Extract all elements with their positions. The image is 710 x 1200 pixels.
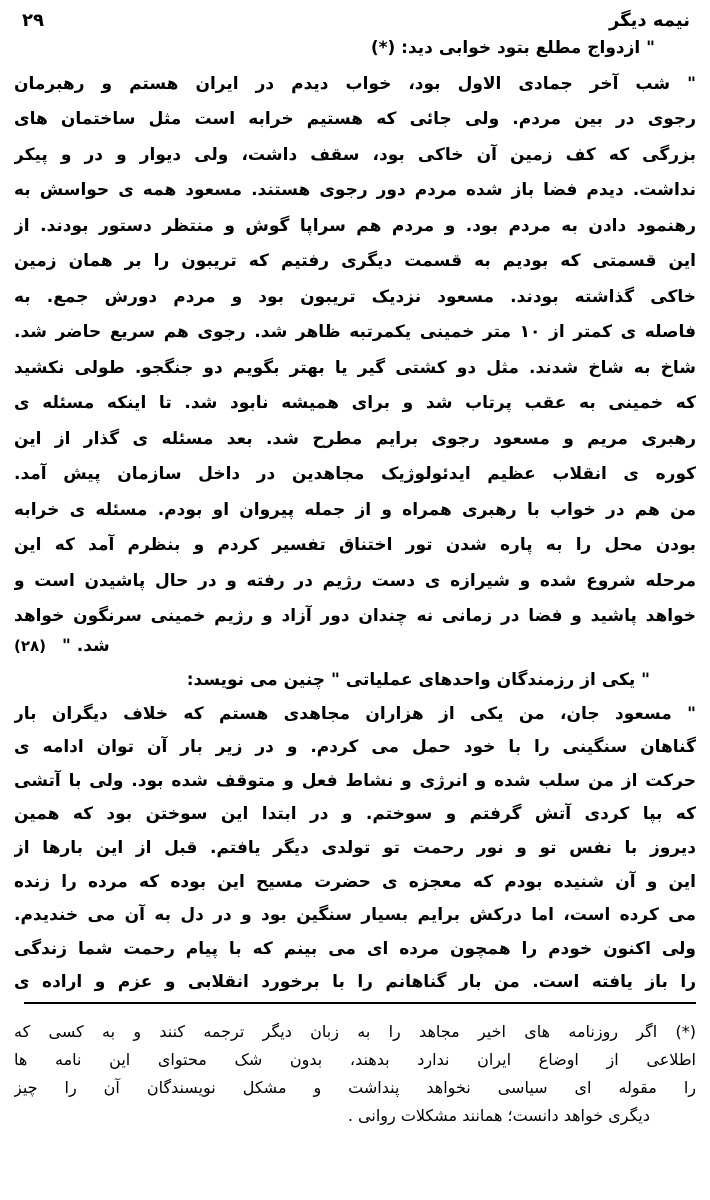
text-line: شاخ به شاخ شدند. مثل دو کشتی گیر یا بهتر بگویم دو جنگجو. طولی نکشید: [14, 357, 696, 378]
text-line: " یکی از رزمندگان واحدهای عملیاتی " چنین می نویسد:: [186, 670, 650, 690]
text-line: خاکی گذاشته بودند. مسعود نزدیک تریبون بود و مردم دورش جمع. به: [14, 286, 696, 307]
text-line: که بپا کردی آتش گرفتم و سوختم. و در ابتدا این سوختن بود که همین: [14, 804, 696, 825]
text-line: شد. ": [62, 636, 110, 656]
text-line: فاصله ی کمتر از ۱۰ متر خمینی یکمرتبه ظاهر شد. رجوی هم سریع حاضر شد.: [14, 322, 696, 342]
text-line: این و آن شنیده بودم که معجزه ی حضرت مسیح این بوده که مرده را زنده: [14, 871, 696, 892]
text-line: رهبری مریم و مسعود رجوی برایم مطرح شد. بعد مسئله ی گذار از این: [14, 428, 696, 449]
text-line: من هم در خواب با رهبری همراه و از جمله پیروان او بودم. مسئله ی خرابه: [14, 499, 696, 520]
footnote-line: را مقوله ای سیاسی نخواهد پنداشت و مشکل نویسندگان آن را چیز: [14, 1078, 696, 1097]
text-line: نداشت. دیدم فضا باز شده مردم دور رجوی هستند. مسعود همه ی حواسش به: [14, 180, 696, 200]
text-line: دیروز با نفس تو و نور رحمت تو تولدی دیگر یافتم. قبل از این بارها از: [14, 838, 696, 858]
text-line: کوره ی انقلاب عظیم ایدئولوژیک مجاهدین در داخل سازمان پیش آمد.: [14, 464, 696, 484]
text-line: بودن محل را به پاره شدن تور اختناق تفسیر کردم و بنظرم آمد که این: [14, 535, 696, 555]
footnote-divider: [24, 1002, 696, 1004]
text-line: رجوی در بین مردم. ولی جائی که هستیم خرابه است مثل ساختمان های: [14, 109, 696, 129]
text-line: گناهان سنگینی را با خود حمل می کردم. و در زیر بار آن توان ادامه ی: [14, 737, 696, 758]
footnote-line: (*) اگر روزنامه های اخیر مجاهد را به زبان دیگر ترجمه کنند و به کسی که: [14, 1022, 696, 1041]
text-line: را باز یافته است. من بار گناهانم را با برخورد انقلابی و عزم و اراده ی: [14, 972, 696, 993]
text-line: خواهد پاشید و فضا در زمانی نه چندان دور آزاد و رژیم خمینی سرنگون خواهد: [14, 606, 696, 626]
text-line: " شب آخر جمادی الاول بود، خواب دیدم در ایران هستم و رهبرمان: [14, 73, 696, 94]
text-line: مرحله شروع شده و شیرازه ی دست رژیم در رفته و در حال پاشیدن است و: [14, 570, 696, 591]
text-line: ولی اکنون خودم را همچون مرده ای می بینم که با پیام رحمت شما زندگی: [14, 938, 696, 959]
text-line: بزرگی که کف زمین آن خاکی بود، سقف داشت، ولی دیوار و در و پیکر: [14, 144, 696, 165]
text-line: رهنمود دادن به مردم بود. و مردم هم سراپا گوش و منتظر دستور بودند. از: [14, 215, 696, 236]
footnote-line: اطلاعی از اوضاع ایران ندارد بدهند، بدون شک محتوای این نامه ها: [14, 1050, 696, 1069]
text-line: که خمینی به عقب پرتاب شد و برای همیشه نابود شد. تا اینکه مسئله ی: [14, 393, 696, 413]
footnote-line: دیگری خواهد دانست؛ همانند مشکلات روانی .: [347, 1106, 650, 1125]
page-number: ۲۹: [22, 10, 44, 31]
text-line: حرکت از من سلب شده و انرژی و نشاط فعل و متوقف شده بود. ولی با آتشی: [14, 770, 696, 791]
running-title: نیمه دیگر: [608, 10, 690, 31]
citation-number: (۲۸): [14, 637, 47, 655]
text-line: " ازدواج مطلع بتود خوابی دید: (*): [370, 38, 655, 58]
text-line: می کرده است، اما درکش برایم بسیار سنگین بود و در دل به آن می خندیدم.: [14, 905, 696, 926]
text-line: این قسمتی که بودیم به قسمت دیگری رفتیم که تریبون را بر همان زمین: [14, 251, 696, 271]
text-line: " مسعود جان، من یکی از هزاران مجاهدی هستم که خلاف دیگران بار: [14, 703, 696, 724]
